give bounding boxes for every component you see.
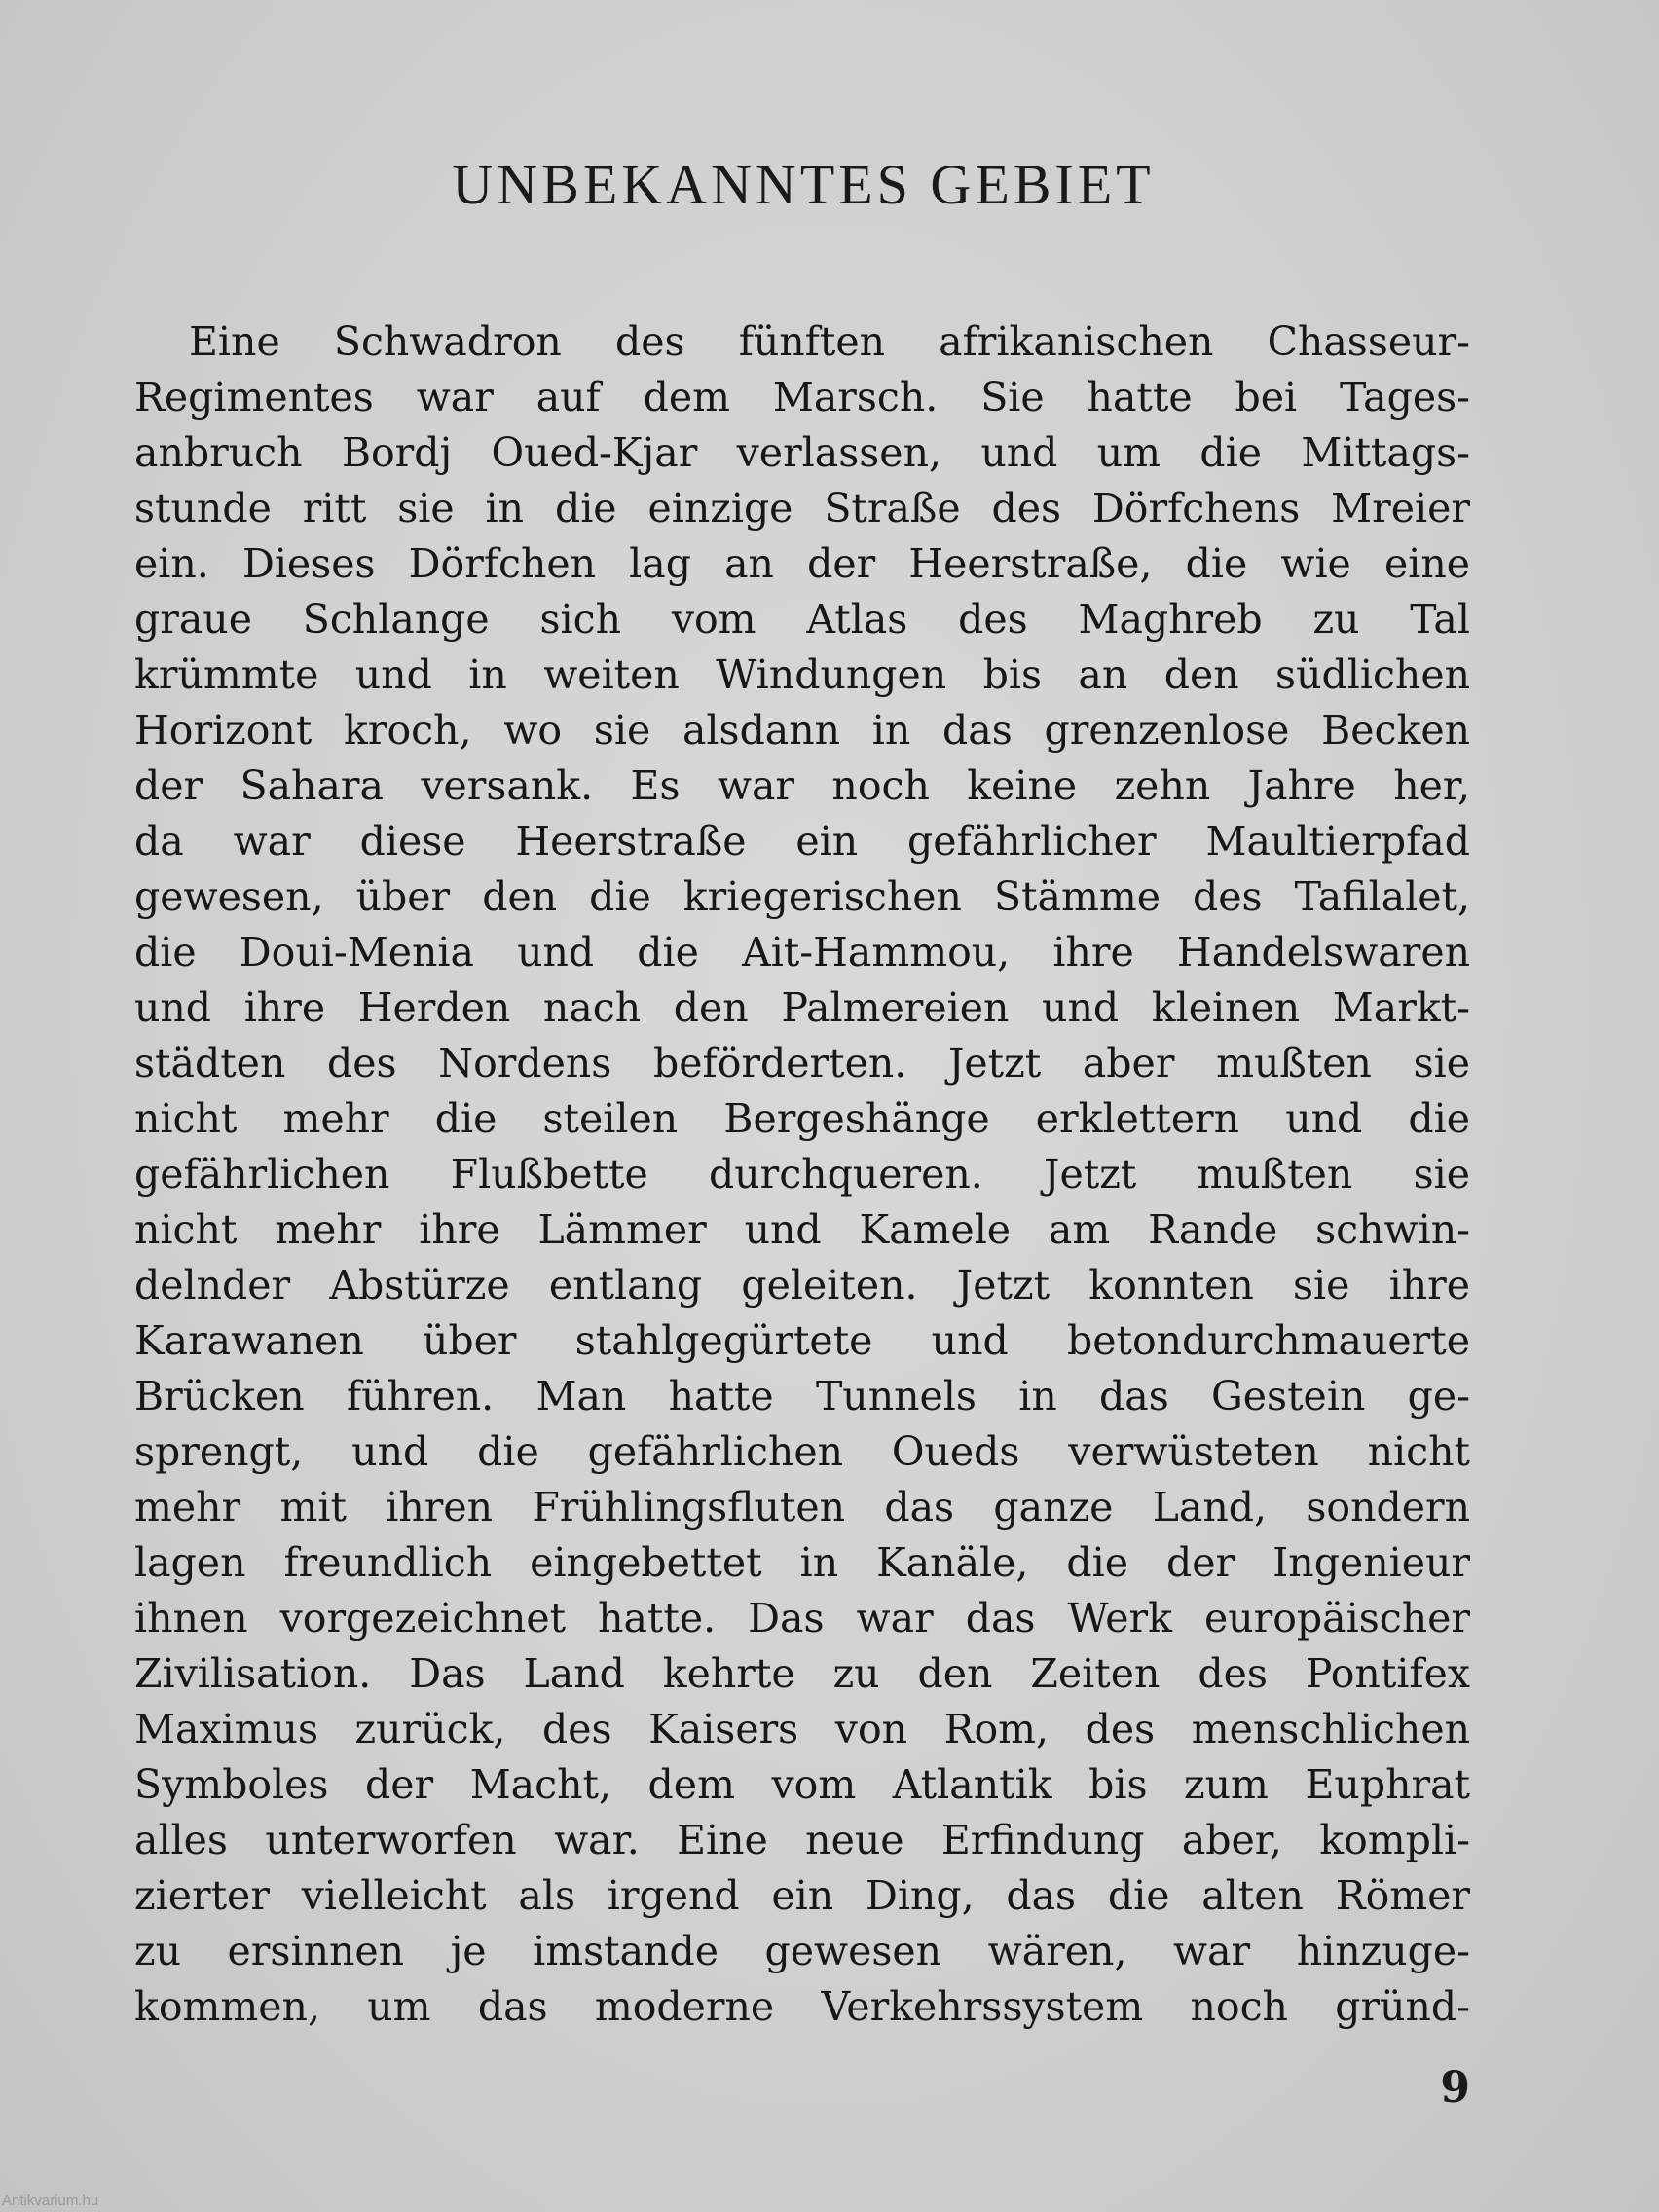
text-line: gefährlichen Flußbette durchqueren. Jetzt mußten sie [134,1151,1470,1198]
text-line: krümmte und in weiten Windungen bis an den südlichen [134,651,1470,698]
text-line: da war diese Heerstraße ein gefährlicher Maultierpfad [134,818,1470,865]
text-line: Karawanen über stahlgegürtete und betondurchmauerte [134,1317,1470,1364]
text-line: stunde ritt sie in die einzige Straße des Dörfchens Mreier [134,485,1470,532]
text-line: städten des Nordens beförderten. Jetzt aber mußten sie [134,1040,1470,1087]
text-line: mehr mit ihren Frühlingsfluten das ganze Land, sondern [134,1484,1470,1530]
text-line: ihnen vorgezeichnet hatte. Das war das Werk europäischer [134,1595,1470,1641]
text-line: anbruch Bordj Oued-Kjar verlassen, und um die Mittags- [134,429,1470,476]
text-line: alles unterworfen war. Eine neue Erfindung aber, kompli- [134,1817,1470,1863]
text-line: und ihre Herden nach den Palmereien und kleinen Markt- [134,984,1470,1031]
text-line: Brücken führen. Man hatte Tunnels in das Gestein ge- [134,1373,1470,1419]
text-line: nicht mehr die steilen Bergeshänge erklettern und die [134,1095,1470,1142]
text-line: delnder Abstürze entlang geleiten. Jetzt konnten sie ihre [134,1262,1470,1309]
text-line: zierter vielleicht als irgend ein Ding, das die alten Römer [134,1872,1470,1919]
text-line: sprengt, und die gefährlichen Oueds verwüsteten nicht [134,1428,1470,1475]
text-line: zu ersinnen je imstande gewesen wären, war hinzuge- [134,1928,1470,1974]
text-line: Maximus zurück, des Kaisers von Rom, des menschlichen [134,1706,1470,1752]
text-line: Zivilisation. Das Land kehrte zu den Zeiten des Pontifex [134,1650,1470,1697]
text-line: Symboles der Macht, dem vom Atlantik bis zum Euphrat [134,1761,1470,1808]
text-line: Horizont kroch, wo sie alsdann in das grenzenlose Becken [134,707,1470,754]
text-line: Regimentes war auf dem Marsch. Sie hatte bei Tages- [134,374,1470,421]
chapter-title: UNBEKANNTES GEBIET [452,153,1155,216]
page-number: 9 [1440,2063,1470,2113]
text-line: Eine Schwadron des fünften afrikanischen Chasseur- [189,318,1470,365]
text-line: der Sahara versank. Es war noch keine zehn Jahre her, [134,762,1470,809]
text-line: lagen freundlich eingebettet in Kanäle, die der Ingenieur [134,1539,1470,1586]
text-line: ein. Dieses Dörfchen lag an der Heerstraße, die wie eine [134,540,1470,587]
watermark-text: Antikvarium.hu [2,2193,99,2209]
text-line: die Doui-Menia und die Ait-Hammou, ihre Handelswaren [134,929,1470,976]
text-line: gewesen, über den die kriegerischen Stämme des Tafilalet, [134,873,1470,920]
text-line: kommen, um das moderne Verkehrssystem noch gründ- [134,1983,1470,2030]
body-text [134,314,1470,2035]
text-line: graue Schlange sich vom Atlas des Maghreb zu Tal [134,596,1470,643]
text-line: nicht mehr ihre Lämmer und Kamele am Rande schwin- [134,1206,1470,1253]
